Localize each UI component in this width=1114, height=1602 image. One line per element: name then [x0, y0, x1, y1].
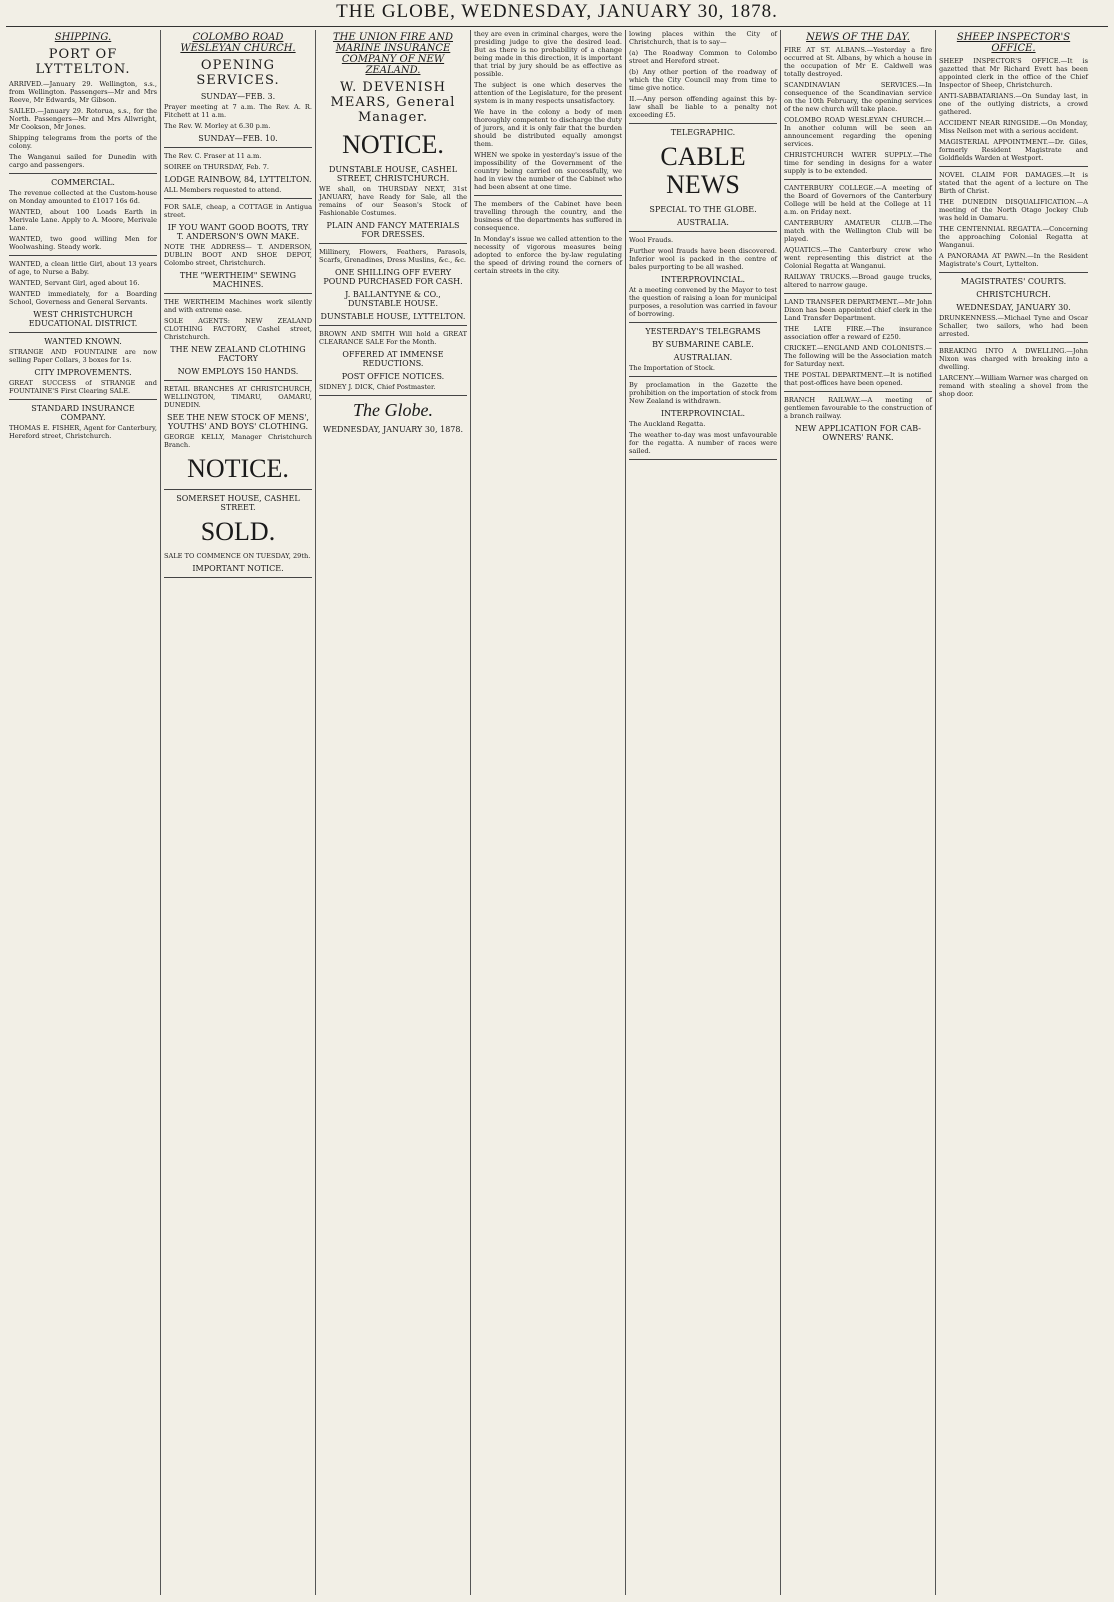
article-text: (a) The Roadway Common to Colombo street and Hereford street.	[629, 49, 777, 65]
article-text: The members of the Cabinet have been travelling through the country, and the business of the departments has suffered in consequence.	[474, 200, 622, 232]
article-text: GEORGE KELLY, Manager Christchurch Branch.	[164, 433, 312, 449]
article-text: Wool Frauds.	[629, 236, 674, 244]
article-text: LARCENY.—William Warner was charged on remand with stealing a shovel from the shop door.	[939, 374, 1088, 398]
article-text: Further wool frauds have been discovered. Inferior wool is packed in the centre of bales purporting to be all washed.	[629, 247, 777, 271]
article-text: In Monday's issue we called attention to the necessity of vigorous measures being adopted to enforce the by-law regulating the speed of driving round the corners of certain streets in the city.	[474, 235, 622, 275]
article-text: DRUNKENNESS.—Michael Tyne and Oscar Schaller, two sailors, who had been arrested.	[939, 314, 1088, 338]
article-text: SCANDINAVIAN SERVICES.—In consequence of the Scandinavian service on the 10th February, the opening services of the new church will take place.	[784, 81, 932, 113]
article-text: CABLE NEWS	[660, 142, 746, 199]
article-text: RETAIL BRANCHES AT CHRISTCHURCH, WELLINGTON, TIMARU, OAMARU, DUNEDIN.	[164, 385, 312, 409]
section-divider	[164, 147, 312, 148]
article-text: The subject is one which deserves the attention of the Legislature, for the present system is in many respects unsatisfactory.	[474, 81, 622, 105]
article-text: CHRISTCHURCH WATER SUPPLY.—The time for sending in designs for a water supply is to be extended.	[784, 151, 932, 175]
article-text: WE shall, on THURSDAY NEXT, 31st JANUARY, have Ready for Sale, all the remains of our Season's Stock of Fashionable Costumes.	[319, 185, 467, 217]
article-text: NOTICE.	[342, 130, 444, 159]
section-divider	[939, 272, 1088, 273]
article-text: NOW EMPLOYS 150 HANDS.	[177, 367, 299, 376]
section-divider	[939, 166, 1088, 167]
article-text: The Rev. C. Fraser at 11 a.m.	[164, 152, 262, 160]
article-text: NOTICE.	[187, 454, 289, 483]
section-divider	[474, 195, 622, 196]
article-text: lowing places within the City of Christchurch, that is to say—	[629, 30, 777, 46]
column-5	[626, 30, 781, 1595]
article-text: Millinery, Flowers, Feathers, Parasols, Scarfs, Grenadines, Dress Muslins, &c., &c.	[319, 248, 467, 264]
masthead: THE GLOBE, WEDNESDAY, JANUARY 30, 1878.	[336, 1, 778, 22]
article-text: FOR SALE, cheap, a COTTAGE in Antigua street.	[164, 203, 312, 219]
section-divider	[629, 376, 777, 377]
article-text: THE DUNEDIN DISQUALIFICATION.—A meeting of the North Otago Jockey Club was held in Oamaru.	[939, 198, 1088, 222]
article-text: LODGE RAINBOW, 84, LYTTELTON.	[164, 175, 312, 184]
article-text: YESTERDAY'S TELEGRAMS	[645, 327, 761, 336]
article-text: SALE TO COMMENCE ON TUESDAY, 29th.	[164, 552, 311, 560]
column-4	[471, 30, 626, 1595]
article-text: ACCIDENT NEAR RINGSIDE.—On Monday, Miss Neilson met with a serious accident.	[939, 119, 1088, 135]
article-text: BY SUBMARINE CABLE.	[652, 340, 754, 349]
masthead-rule	[6, 26, 1108, 27]
article-text: II.—Any person offending against this by-law shall be liable to a penalty not exceeding £5.	[629, 95, 777, 119]
article-text: ARRIVED.—January 29. Wellington, s.s., from Wellington. Passengers—Mr and Mrs Reeve, Mr Edwards, Mr Gibson.	[9, 80, 157, 104]
column-heading: COLOMBO ROAD WESLEYAN CHURCH.	[180, 32, 296, 54]
section-divider	[629, 231, 777, 232]
section-divider	[629, 123, 777, 124]
article-text: STRANGE AND FOUNTAINE are now selling Paper Collars, 3 boxes for 1s.	[9, 348, 157, 364]
article-text: THE LATE FIRE.—The insurance association offer a reward of £250.	[784, 325, 932, 341]
section-divider	[9, 399, 157, 400]
article-text: PLAIN AND FANCY MATERIALS FOR DRESSES.	[326, 221, 460, 239]
section-divider	[319, 243, 467, 244]
article-text: OFFERED AT IMMENSE REDUCTIONS.	[342, 350, 444, 368]
section-divider	[164, 293, 312, 294]
article-text: ALL Members requested to attend.	[164, 186, 282, 194]
article-text: POST OFFICE NOTICES.	[341, 372, 445, 381]
article-text: Prayer meeting at 7 a.m. The Rev. A. R. Fitchett at 11 a.m.	[164, 103, 312, 119]
article-text: WANTED, about 100 Loads Earth in Merivale Lane. Apply to A. Moore, Merivale Lane.	[9, 208, 157, 232]
column-3	[316, 30, 471, 1595]
article-text: We have in the colony a body of men thoroughly competent to discharge the duty of jurors, and it is only fair that the burden should be distributed equally amongst them.	[474, 108, 622, 148]
column-1	[6, 30, 161, 1595]
article-text: INTERPROVINCIAL.	[660, 275, 746, 284]
article-text: THE CENTENNIAL REGATTA.—Concerning the approaching Colonial Regatta at Wanganui.	[939, 225, 1088, 249]
article-text: NOVEL CLAIM FOR DAMAGES.—It is stated that the agent of a lecture on The Birth of Christ.	[939, 171, 1088, 195]
section-divider	[784, 293, 932, 294]
column-2	[161, 30, 316, 1595]
article-text: THE NEW ZEALAND CLOTHING FACTORY	[170, 345, 306, 363]
section-divider	[319, 325, 467, 326]
article-text: SOLE AGENTS: NEW ZEALAND CLOTHING FACTORY, Cashel street, Christchurch.	[164, 317, 312, 341]
article-text: IMPORTANT NOTICE.	[192, 564, 284, 573]
article-text: FIRE AT ST. ALBANS.—Yesterday a fire occurred at St. Albans, by which a house in the occupation of Mr E. Caldwell was totally destroyed.	[784, 46, 932, 78]
section-divider	[9, 173, 157, 174]
article-text: CRICKET.—ENGLAND AND COLONISTS.—The following will be the Association match for Saturday next.	[784, 344, 932, 368]
article-text: The Rev. W. Morley at 6.30 p.m.	[164, 122, 271, 130]
article-text: LAND TRANSFER DEPARTMENT.—Mr John Dixon has been appointed chief clerk in the Land Transfer Department.	[784, 298, 932, 322]
article-text: SOLD.	[200, 517, 276, 546]
article-text: RAILWAY TRUCKS.—Broad gauge trucks, altered to narrow gauge.	[784, 273, 932, 289]
article-text: CHRISTCHURCH.	[976, 290, 1051, 299]
section-divider	[629, 322, 777, 323]
article-text: DUNSTABLE HOUSE, LYTTELTON.	[320, 312, 466, 321]
section-divider	[9, 255, 157, 256]
article-text: THE POSTAL DEPARTMENT.—It is notified that post-offices have been opened.	[784, 371, 932, 387]
article-text: TELEGRAPHIC.	[670, 128, 736, 137]
article-text: CANTERBURY COLLEGE.—A meeting of the Board of Governors of the Canterbury College will be held at the College at 11 a.m. on Friday next.	[784, 184, 932, 216]
article-text: BROWN AND SMITH Will hold a GREAT CLEARANCE SALE For the Month.	[319, 330, 467, 346]
column-subheading: W. DEVENISH MEARS, General Manager.	[330, 80, 456, 125]
article-text: ANTI-SABBATARIANS.—On Sunday last, in one of the outlying districts, a crowd gathered.	[939, 92, 1088, 116]
section-divider	[784, 391, 932, 392]
column-heading: SHIPPING.	[54, 32, 112, 43]
article-text: CANTERBURY AMATEUR CLUB.—The match with the Wellington Club will be played.	[784, 219, 932, 243]
article-text: BRANCH RAILWAY.—A meeting of gentlemen favourable to the construction of a branch railway.	[784, 396, 932, 420]
article-text: At a meeting convened by the Mayor to test the question of raising a loan for municipal purposes, a resolution was carried in favour of borrowing.	[629, 286, 777, 318]
article-text: The revenue collected at the Custom-house on Monday amounted to £1017 16s 6d.	[9, 189, 157, 205]
article-text: AUSTRALIAN.	[673, 353, 733, 362]
article-text: SOMERSET HOUSE, CASHEL STREET.	[176, 494, 300, 512]
article-text: NEW APPLICATION FOR CAB-OWNERS' RANK.	[795, 424, 921, 442]
article-text: AQUATICS.—The Canterbury crew who went representing this district at the Colonial Regatta at Wanganui.	[784, 246, 932, 270]
section-divider	[784, 179, 932, 180]
section-divider	[164, 577, 312, 578]
article-text: WANTED, two good willing Men for Woolwashing. Steady work.	[9, 235, 157, 251]
article-text: MAGISTERIAL APPOINTMENT.—Dr. Giles, formerly Resident Magistrate and Goldfields Warden at Westport.	[939, 138, 1088, 162]
article-text: COMMERCIAL.	[51, 178, 115, 187]
article-text: ONE SHILLING OFF EVERY POUND PURCHASED FOR CASH.	[323, 268, 463, 286]
article-text: WEDNESDAY, JANUARY 30.	[956, 303, 1071, 312]
article-text: DUNSTABLE HOUSE, CASHEL STREET, CHRISTCHURCH.	[328, 165, 458, 183]
article-text: By proclamation in the Gazette the prohibition on the importation of stock from New Zealand is withdrawn.	[629, 381, 777, 405]
article-text: THE "WERTHEIM" SEWING MACHINES.	[179, 271, 297, 289]
article-text: WHEN we spoke in yesterday's issue of the impossibility of the Government of the country being carried on successfully, we had in view the number of the Cabinet who had been absent at one time.	[474, 151, 622, 191]
article-text: BREAKING INTO A DWELLING.—John Nixon was charged with breaking into a dwelling.	[939, 347, 1088, 371]
column-heading: THE UNION FIRE AND MARINE INSURANCE COMPANY OF NEW ZEALAND.	[332, 32, 453, 76]
section-divider	[164, 198, 312, 199]
column-subheading: OPENING SERVICES.	[196, 58, 280, 88]
article-text: THOMAS E. FISHER, Agent for Canterbury, Hereford street, Christchurch.	[9, 424, 157, 440]
section-divider	[9, 332, 157, 333]
article-text: SUNDAY—FEB. 10.	[198, 134, 278, 143]
section-divider	[939, 342, 1088, 343]
article-text: NOTE THE ADDRESS— T. ANDERSON, DUBLIN BOOT AND SHOE DEPOT, Colombo street, Christchurch.	[164, 243, 312, 267]
article-text: CITY IMPROVEMENTS.	[34, 368, 132, 377]
column-subheading: PORT OF LYTTELTON.	[35, 47, 131, 77]
article-text: WEDNESDAY, JANUARY 30, 1878.	[322, 425, 464, 434]
article-text: WANTED, a clean little Girl, about 13 years of age, to Nurse a Baby.	[9, 260, 157, 276]
columns-container	[6, 30, 1108, 1595]
article-text: A PANORAMA AT PAWN.—In the Resident Magistrate's Court, Lyttelton.	[939, 252, 1088, 268]
section-divider	[164, 489, 312, 490]
article-text: INTERPROVINCIAL.	[660, 409, 746, 418]
article-text: The Auckland Regatta.	[629, 420, 706, 428]
article-text: The weather to-day was most unfavourable for the regatta. A number of races were sailed.	[629, 431, 777, 455]
article-text: SPECIAL TO THE GLOBE.	[649, 205, 757, 214]
article-text: (b) Any other portion of the roadway of which the City Council may from time to time give notice.	[629, 68, 777, 92]
section-divider	[629, 459, 777, 460]
article-text: WEST CHRISTCHURCH EDUCATIONAL DISTRICT.	[28, 310, 138, 328]
column-heading: SHEEP INSPECTOR'S OFFICE.	[956, 32, 1071, 54]
article-text: WANTED immediately, for a Boarding School, Governess and General Servants.	[9, 290, 157, 306]
article-text: SEE THE NEW STOCK OF MENS', YOUTHS' AND BOYS' CLOTHING.	[167, 413, 309, 431]
article-text: STANDARD INSURANCE COMPANY.	[31, 404, 135, 422]
article-text: Shipping telegrams from the ports of the colony.	[9, 134, 157, 150]
article-text: WANTED KNOWN.	[44, 337, 122, 346]
article-text: AUSTRALIA.	[677, 218, 729, 227]
article-text: SHEEP INSPECTOR'S OFFICE.—It is gazetted that Mr Richard Evett has been appointed clerk in the office of the Chief Inspector of Sheep, Christchurch.	[939, 57, 1088, 89]
article-text: MAGISTRATES' COURTS.	[960, 277, 1067, 286]
column-7	[936, 30, 1091, 1595]
article-text: THE WERTHEIM Machines work silently and with extreme ease.	[164, 298, 312, 314]
section-divider	[319, 395, 467, 396]
article-text: they are even in criminal charges, were the presiding judge to give the desired lead. But as there is no probability of a change being made in this direction, it is important that trial by jury should be as effective as possible.	[474, 30, 622, 78]
article-text: The Globe.	[353, 400, 433, 420]
article-text: J. BALLANTYNE & CO., DUNSTABLE HOUSE.	[345, 290, 441, 308]
article-text: SOIREE on THURSDAY, Feb. 7.	[164, 163, 270, 171]
section-divider	[164, 380, 312, 381]
column-6	[781, 30, 936, 1595]
article-text: The Wanganui sailed for Dunedin with cargo and passengers.	[9, 153, 157, 169]
article-text: IF YOU WANT GOOD BOOTS, TRY T. ANDERSON'S OWN MAKE.	[167, 223, 309, 241]
article-text: WANTED, Servant Girl, aged about 16.	[9, 279, 140, 287]
article-text: COLOMBO ROAD WESLEYAN CHURCH.—In another column will be seen an announcement regarding the opening services.	[784, 116, 932, 148]
article-text: SAILED.—January 29. Rotorua, s.s., for the North. Passengers—Mr and Mrs Allwright, Mr Cookson, Mr Jones.	[9, 107, 157, 131]
column-heading: NEWS OF THE DAY.	[806, 32, 910, 43]
article-text: SIDNEY J. DICK, Chief Postmaster.	[319, 383, 436, 391]
article-text: The Importation of Stock.	[629, 364, 715, 372]
article-text: SUNDAY—FEB. 3.	[200, 92, 276, 101]
article-text: GREAT SUCCESS of STRANGE and FOUNTAINE'S First Clearing SALE.	[9, 379, 157, 395]
